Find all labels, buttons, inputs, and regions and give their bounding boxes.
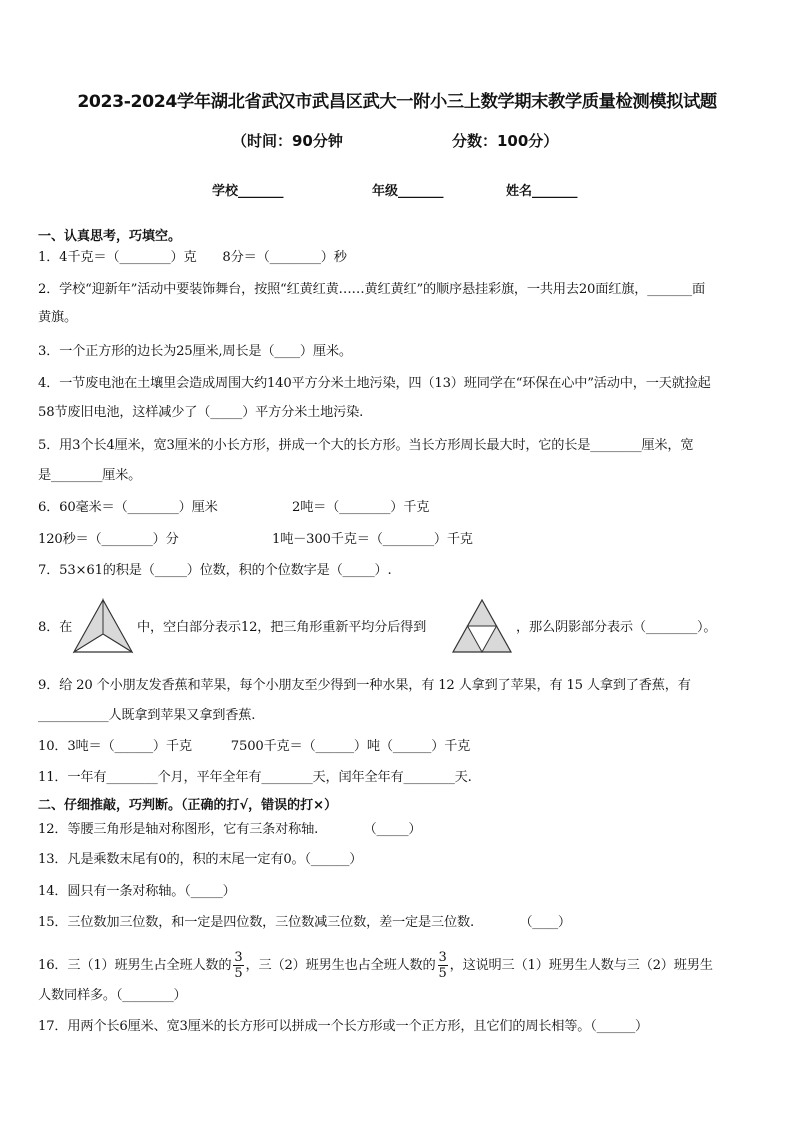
question-11: 11．一年有________个月，平年全年有________天，闰年全年有________天. [38,770,472,785]
grade-field: 年级_______ [372,184,444,199]
fraction-denominator: 5 [438,966,447,981]
question-15: 15．三位数加三位数，和一定是四位数，三位数减三位数，差一定是三位数. （____） [38,915,571,930]
question-1: 1．4千克＝（________）克 8分＝（________）秒 [38,250,347,265]
triangle-figure-2 [451,598,513,654]
name-field: 姓名_______ [506,184,578,199]
question-9-line-2: ___________人既拿到苹果又拿到香蕉. [38,708,256,723]
section-fill-blank-heading: 一、认真思考，巧填空。 [38,229,182,244]
fraction-numerator: 3 [234,950,243,965]
page-title: 2023-2024学年湖北省武汉市武昌区武大一附小三上数学期末教学质量检测模拟试题 [77,92,717,112]
question-5-line-1: 5．用3个长4厘米，宽3厘米的小长方形，拼成一个大的长方形。当长方形周长最大时，它的长是________厘米，宽 [38,438,694,453]
fraction-numerator: 3 [438,950,447,965]
question-4-line-1: 4．一节废电池在土壤里会造成周围大约140平方分米土地污染，四（13）班同学在“环保在心中”活动中，一天就捡起 [38,376,711,391]
exam-score: 分数：100分） [452,132,559,150]
question-6-part-4: 1吨－300千克＝（________）千克 [272,532,473,547]
fraction-three-fifths [438,950,448,981]
question-14: 14．圆只有一条对称轴。（_____） [38,884,236,899]
question-8-intro: 8．在 [38,620,73,635]
question-8-middle: 中，空白部分表示12，把三角形重新平均分后得到 [137,620,427,635]
question-16-line-2: 人数同样多。（________） [38,988,187,1003]
school-field: 学校_______ [212,184,284,199]
question-7: 7．53×61的积是（_____）位数，积的个位数字是（_____）. [38,563,392,578]
question-9-line-1: 9．给 20 个小朋友发香蕉和苹果，每个小朋友至少得到一种水果，有 12 人拿到了苹果，有 15 人拿到了香蕉，有 [38,678,691,693]
question-5-line-2: 是________厘米。 [38,468,142,483]
triangle-figure-1 [72,598,134,654]
question-2-line-1: 2．学校“迎新年”活动中要装饰舞台，按照“红黄红黄……黄红黄红”的顺序悬挂彩旗，一共用去20面红旗，_______面 [38,282,705,297]
fraction-denominator: 5 [234,966,243,981]
question-12: 12．等腰三角形是轴对称图形，它有三条对称轴. （_____） [38,822,422,837]
exam-time: （时间：90分钟 [232,132,343,150]
question-2-line-2: 黄旗。 [38,310,77,325]
question-16-text-2: ，三（2）班男生也占全班人数的 [245,958,436,973]
question-8-end: ，那么阴影部分表示（________）。 [516,620,717,635]
question-16-text-3: ，这说明三（1）班男生人数与三（2）班男生 [449,958,713,973]
question-6-part-1: 6．60毫米＝（________）厘米 [38,500,218,515]
question-6-part-2: 2吨＝（________）千克 [292,500,430,515]
question-3: 3．一个正方形的边长为25厘米,周长是（____）厘米。 [38,344,352,359]
question-17: 17．用两个长6厘米、宽3厘米的长方形可以拼成一个长方形或一个正方形，且它们的周长相等。（______） [38,1019,648,1034]
question-13: 13．凡是乘数末尾有0的，积的末尾一定有0。（______） [38,852,363,867]
question-6-part-3: 120秒＝（________）分 [38,532,179,547]
question-4-line-2: 58节废旧电池，这样减少了（_____）平方分米土地污染. [38,405,364,420]
question-16-line-1 [38,950,713,981]
question-16-text-1: 16．三（1）班男生占全班人数的 [38,958,232,973]
fraction-three-fifths [233,950,243,981]
question-10: 10．3吨＝（______）千克 7500千克＝（______）吨（______）千克 [38,739,471,754]
section-judge-heading: 二、仔细推敲，巧判断。（正确的打√，错误的打×） [38,798,338,813]
